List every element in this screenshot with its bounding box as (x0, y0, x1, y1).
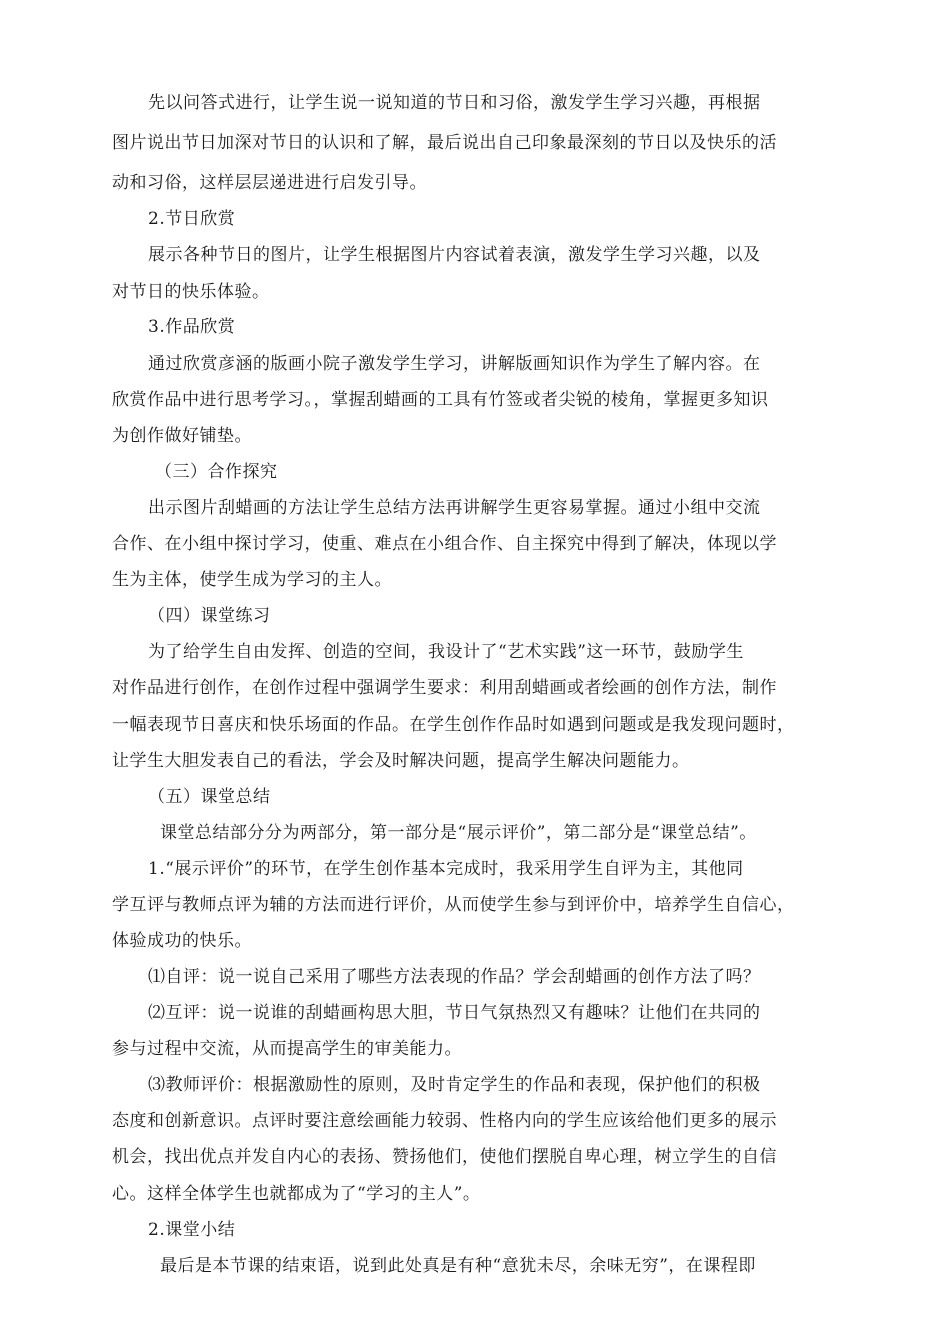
text-line: 让学生大胆发表自己的看法，学会及时解决问题，提高学生解决问题能力。 (112, 751, 690, 771)
text-line: 为了给学生自由发挥、创造的空间，我设计了“艺术实践”这一环节，鼓励学生 (148, 642, 744, 662)
text-line: 心。这样全体学生也就都成为了“学习的主人”。 (112, 1184, 481, 1204)
text-line: 先以问答式进行，让学生说一说知道的节日和习俗，激发学生学习兴趣，再根据 (148, 93, 761, 113)
text-line: 课堂总结部分分为两部分，第一部分是“展示评价”，第二部分是“课堂总结”。 (160, 823, 757, 843)
section-heading: 2.课堂小结 (148, 1220, 236, 1240)
text-line: 学互评与教师点评为辅的方法而进行评价，从而使学生参与到评价中，培养学生自信心， (112, 895, 795, 915)
text-line: 通过欣赏彦涵的版画小院子激发学生学习，讲解版画知识作为学生了解内容。在 (148, 354, 761, 374)
text-line: 生为主体，使学生成为学习的主人。 (112, 570, 392, 590)
section-heading: 2.节日欣赏 (148, 209, 236, 229)
text-line: 为创作做好铺垫。 (112, 426, 252, 446)
list-item: ⑴自评：说一说自己采用了哪些方法表现的作品？学会刮蜡画的创作方法了吗？ (148, 967, 761, 987)
text-line: 对作品进行创作，在创作过程中强调学生要求：利用刮蜡画或者绘画的创作方法，制作 (112, 678, 777, 698)
text-line: 参与过程中交流，从而提高学生的审美能力。 (112, 1039, 462, 1059)
text-line: 动和习俗，这样层层递进进行启发引导。 (112, 173, 427, 193)
text-line: 对节日的快乐体验。 (112, 282, 270, 302)
section-heading: （三）合作探究 (155, 462, 278, 482)
text-line: 展示各种节日的图片，让学生根据图片内容试着表演，激发学生学习兴趣，以及 (148, 245, 761, 265)
text-line: 1.“展示评价”的环节，在学生创作基本完成时，我采用学生自评为主，其他同 (148, 859, 744, 879)
text-line: 最后是本节课的结束语，说到此处真是有种“意犹未尽，余味无穷”，在课程即 (160, 1256, 756, 1276)
section-heading: （四）课堂练习 (148, 606, 271, 626)
text-line: 欣赏作品中进行思考学习。，掌握刮蜡画的工具有竹签或者尖锐的棱角，掌握更多知识 (112, 390, 769, 410)
list-item: ⑶教师评价：根据激励性的原则，及时肯定学生的作品和表现，保护他们的积极 (148, 1075, 761, 1095)
text-line: 体验成功的快乐。 (112, 931, 252, 951)
text-line: 合作、在小组中探讨学习，使重、难点在小组合作、自主探究中得到了解决，体现以学 (112, 534, 777, 554)
section-heading: 3.作品欣赏 (148, 317, 236, 337)
text-line: 图片说出节日加深对节日的认识和了解，最后说出自己印象最深刻的节日以及快乐的活 (112, 133, 777, 153)
text-line: 机会，找出优点并发自内心的表扬、赞扬他们，使他们摆脱自卑心理，树立学生的自信 (112, 1147, 777, 1167)
list-item: ⑵互评：说一说谁的刮蜡画构思大胆，节日气氛热烈又有趣味？让他们在共同的 (148, 1003, 761, 1023)
text-line: 一幅表现节日喜庆和快乐场面的作品。在学生创作作品时如遇到问题或是我发现问题时， (112, 715, 795, 735)
text-line: 态度和创新意识。点评时要注意绘画能力较弱、性格内向的学生应该给他们更多的展示 (112, 1111, 777, 1131)
section-heading: （五）课堂总结 (148, 787, 271, 807)
text-line: 出示图片刮蜡画的方法让学生总结方法再讲解学生更容易掌握。通过小组中交流 (148, 498, 761, 518)
